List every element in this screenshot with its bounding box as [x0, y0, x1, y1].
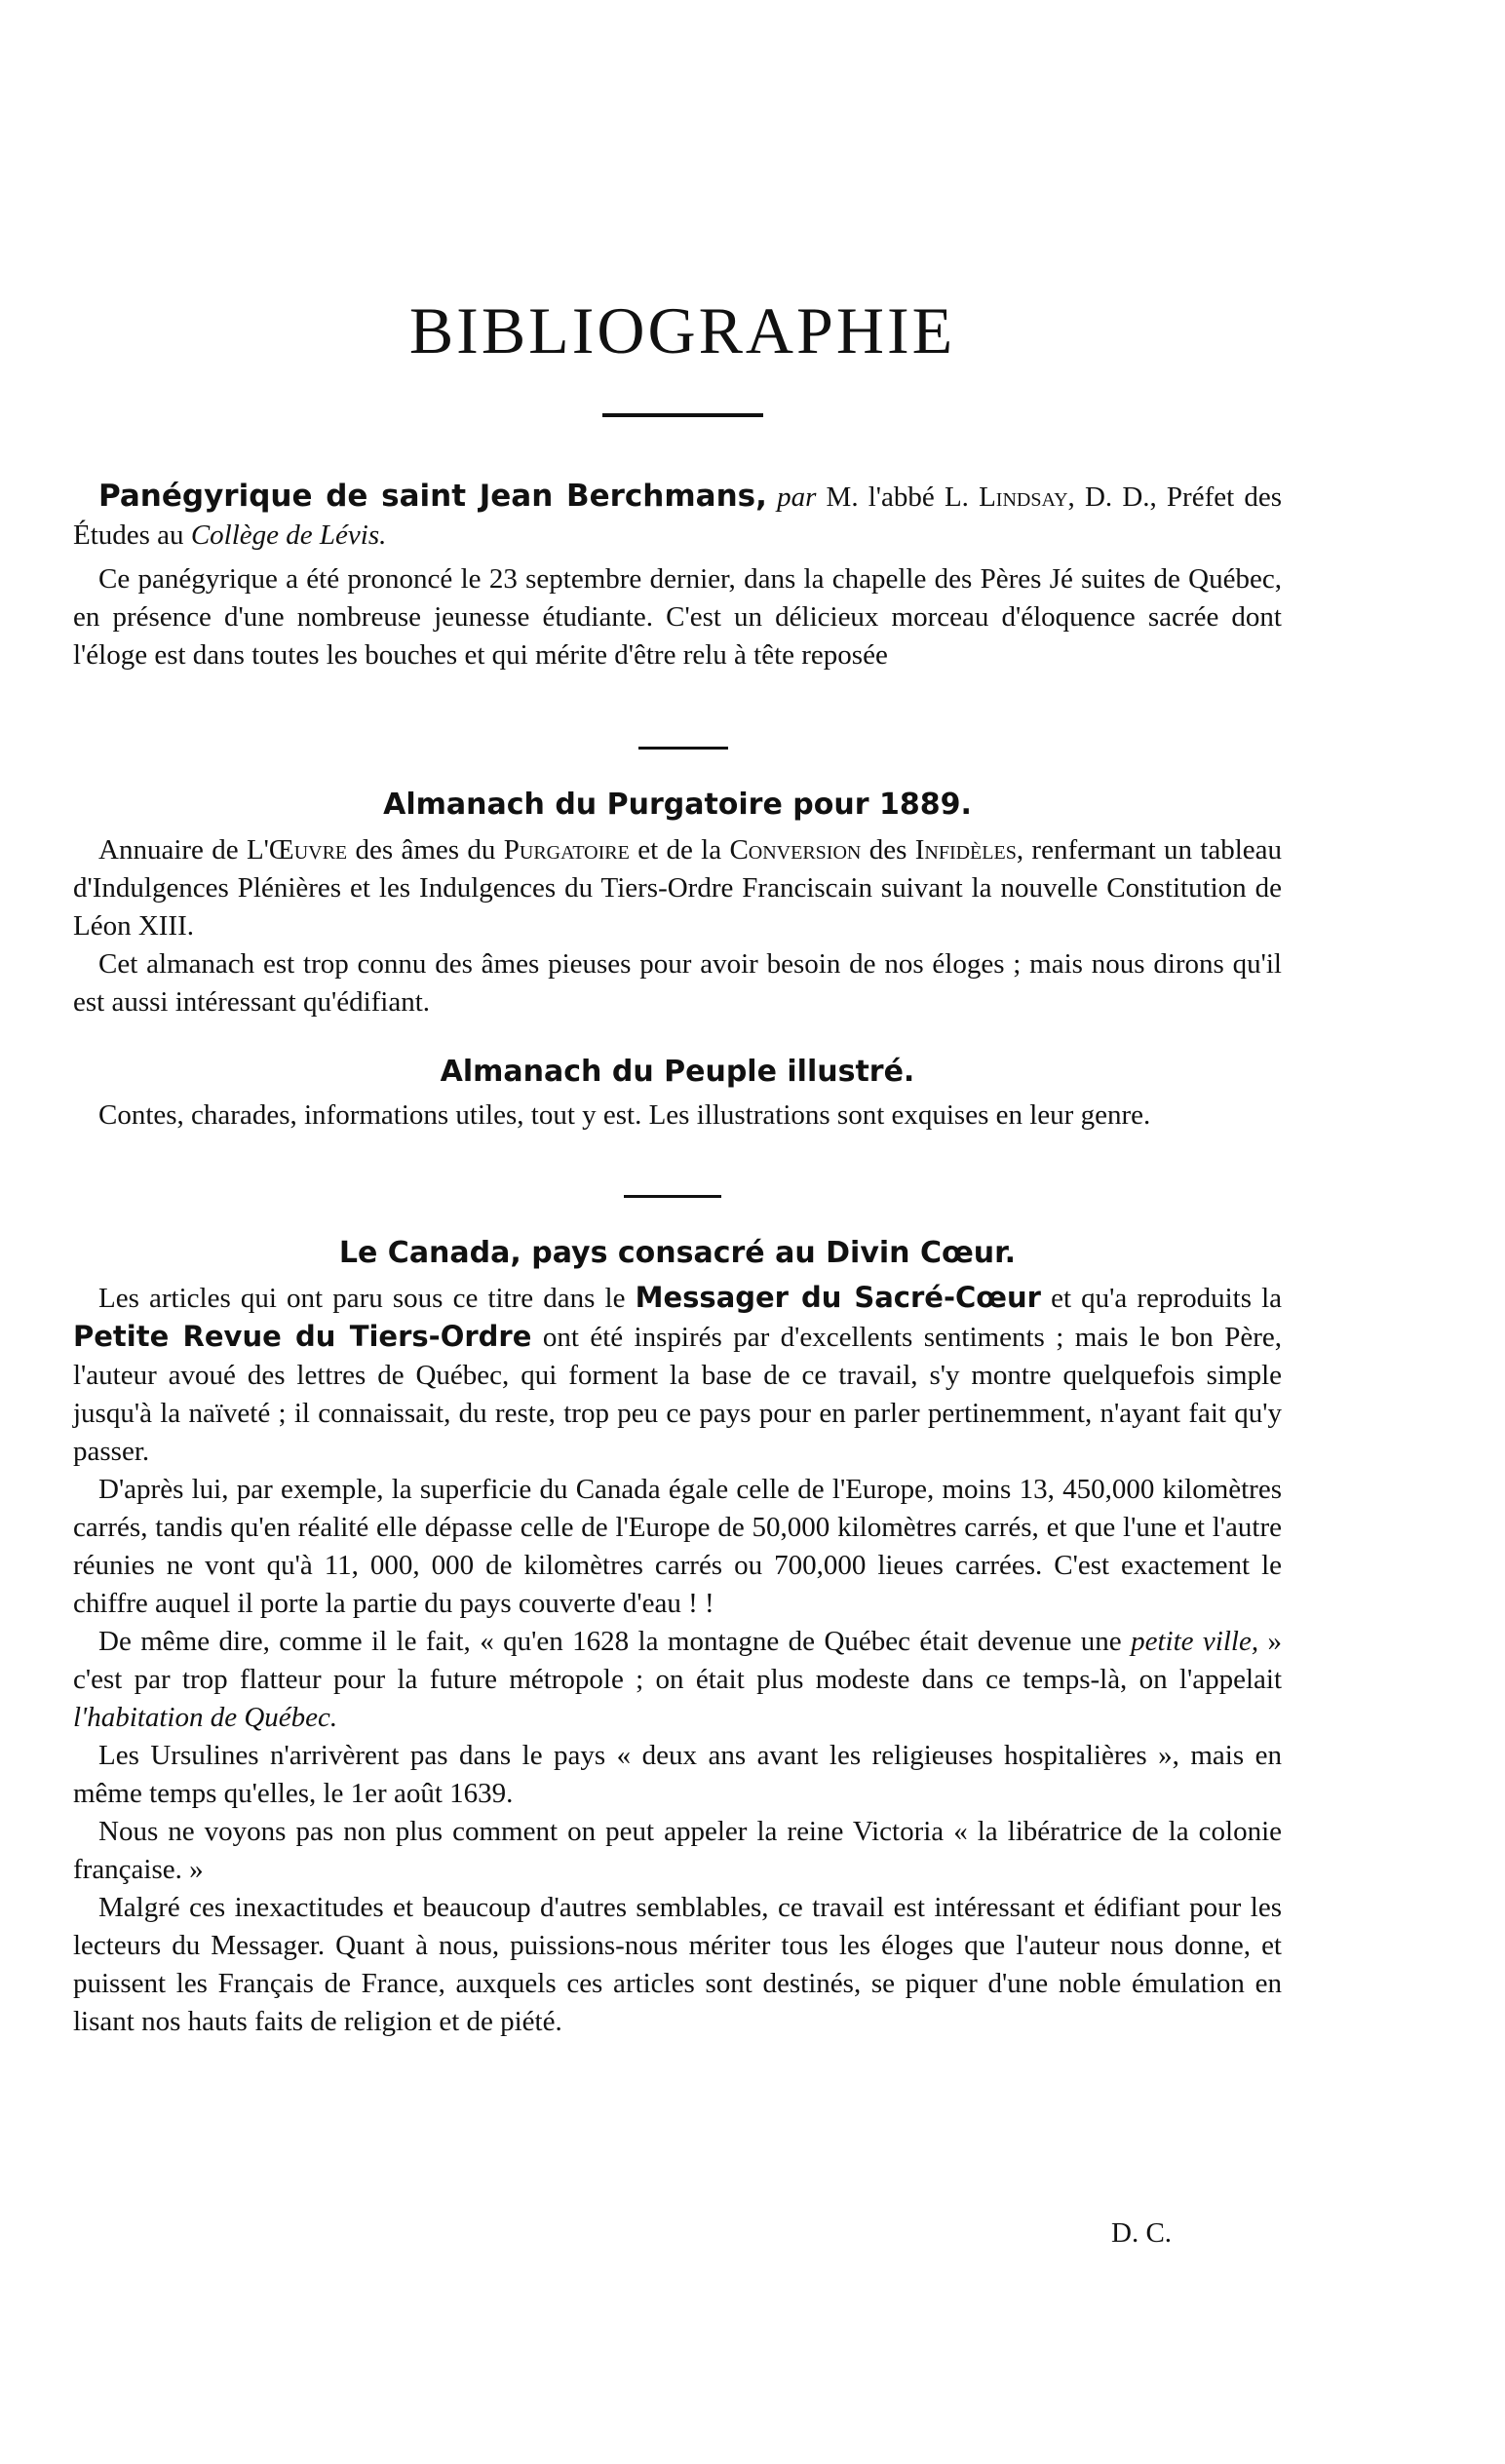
entry-berchmans-author-name: Lindsay, [979, 481, 1075, 513]
entry-canada-p4: Les Ursulines n'arrivèrent pas dans le pays « deux ans avant les religieuses hospitalières », mais en même temps qu'elles, le 1er août 1639. [73, 1740, 1282, 1809]
entry-berchmans-author: M. l'abbé L. [826, 481, 969, 513]
entry-canada [73, 1279, 1282, 2041]
entry-peuple [73, 1097, 1282, 1135]
entry-berchmans-title: Panégyrique de saint Jean Berchmans, [98, 479, 767, 514]
entry-berchmans-college: Collège de Lévis. [190, 520, 387, 551]
divider-1 [638, 747, 728, 750]
title-rule [602, 413, 763, 417]
entry-peuple-body: Contes, charades, informations utiles, tout y est. Les illustrations sont exquises en leur genre. [98, 1099, 1151, 1131]
entry-purgatoire-p2: Cet almanach est trop connu des âmes pieuses pour avoir besoin de nos éloges ; mais nous dirons qu'il est aussi intéressant qu'édifiant. [73, 948, 1282, 1018]
entry-canada-p3: De même dire, comme il le fait, « qu'en 1628 la montagne de Québec était devenue une petite ville, » c'est par trop flatteur pour la future métropole ; on était plus modeste dans ce temps-là, on l'appelait l'habitation de Québec. [73, 1626, 1283, 1733]
entry-canada-p6: Malgré ces inexactitudes et beaucoup d'autres semblables, ce travail est intéressant et édifiant pour les lecteurs du Messager. Quant à nous, puissions-nous mériter tous les éloges que l'auteur nous donne, et puissent les Français de France, auxquels ces articles sont destinés, se piquer d'une noble émulation en lisant nos hauts faits de religion et de piété. [73, 1892, 1282, 2037]
entry-canada-p5: Nous ne voyons pas non plus comment on peut appeler la reine Victoria « la libératrice de la colonie française. » [73, 1816, 1282, 1885]
divider-2 [624, 1195, 721, 1198]
entry-berchmans-office: D. D., Préfet des Études au [73, 481, 1282, 551]
entry-berchmans-par: par [777, 481, 817, 513]
page-title: BIBLIOGRAPHIE [408, 293, 956, 367]
entry-canada-p2: D'après lui, par exemple, la superficie du Canada égale celle de l'Europe, moins 13, 450,000 kilomètres carrés, tandis qu'en réalité elle dépasse celle de l'Europe de 50,000 kilomètres carrés, et que l'une et l'autre réunies ne vont qu'à 11, 000, 000 de kilomètres carrés ou 700,000 lieues carrées. C'est exactement le chiffre auquel il porte la partie du pays couverte d'eau ! ! [73, 1474, 1282, 1619]
entry-canada-title: Le Canada, pays consacré au Divin Cœur. [338, 1236, 1017, 1270]
entry-berchmans [73, 478, 1282, 674]
entry-berchmans-body: Ce panégyrique a été prononcé le 23 septembre dernier, dans la chapelle des Pères Jé suites de Québec, en présence d'une nombreuse jeunesse étudiante. C'est un délicieux morceau d'éloquence sacrée dont l'éloge est dans toutes les bouches et qui mérite d'être relu à tête reposée [73, 563, 1282, 671]
entry-purgatoire [73, 831, 1282, 1021]
entry-peuple-title: Almanach du Peuple illustré. [440, 1055, 915, 1089]
signature: D. C. [1111, 2217, 1173, 2249]
entry-purgatoire-p1: Annuaire de L'Œuvre des âmes du Purgatoire et de la Conversion des Infidèles, renfermant un tableau d'Indulgences Plénières et les Indulgences du Tiers-Ordre Franciscain suivant la nouvelle Constitution de Léon XIII. [73, 834, 1283, 942]
entry-purgatoire-title: Almanach du Purgatoire pour 1889. [383, 788, 972, 822]
entry-berchmans-heading [73, 478, 1282, 555]
entry-canada-p1: Les articles qui ont paru sous ce titre dans le Messager du Sacré-Cœur et qu'a reproduits la Petite Revue du Tiers-Ordre ont été inspirés par d'excellents sentiments ; mais le bon Père, l'auteur avoué des lettres de Québec, qui forment la base de ce travail, s'y montre quelquefois simple jusqu'à la naïveté ; il connaissait, du reste, trop peu ce pays pour en parler pertinemment, n'ayant fait qu'y passer. [73, 1281, 1283, 1467]
